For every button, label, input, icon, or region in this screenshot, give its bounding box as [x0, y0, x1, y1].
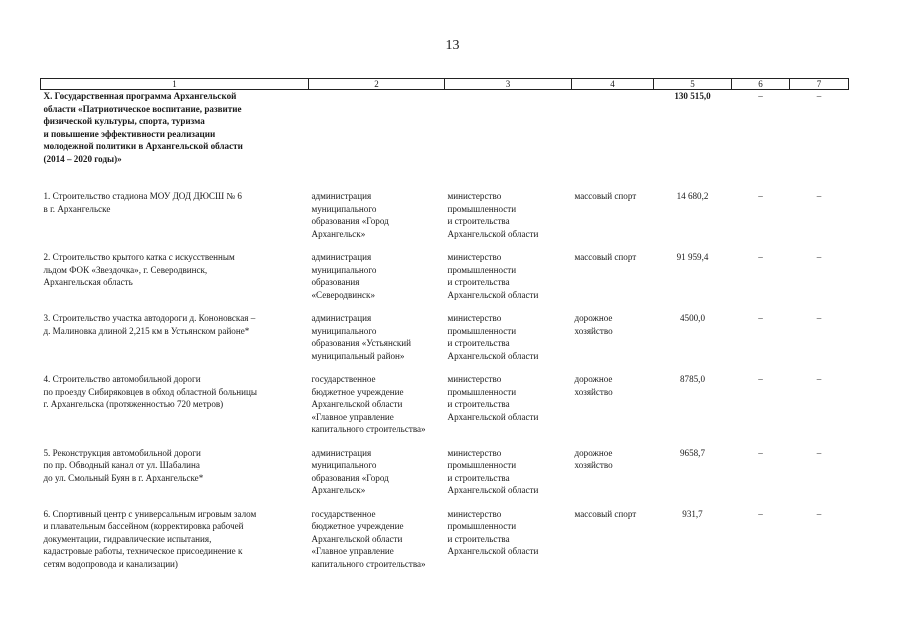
project-name: 2. Строительство крытого катка с искусственным льдом ФОК «Звездочка», г. Северодвинск, Архангельская область — [43, 252, 235, 287]
project-sector: дорожное хозяйство — [574, 447, 613, 470]
section-title: X. Государственная программа Архангельской области «Патриотическое воспитание, развитие физической культуры, спорта, туризма и повышение эффективности реализации молодежной политики в Архангельской области (2014 – 2020 годы)» — [43, 91, 243, 164]
section-empty-2 — [309, 90, 445, 191]
project-ministry: министерство промышленности и строительства Архангельской области — [447, 447, 539, 495]
header-col-1: 1 — [41, 79, 309, 90]
project-name: 1. Строительство стадиона МОУ ДОД ДЮСШ № 6 в г. Архангельске — [43, 191, 242, 214]
project-ministry: министерство промышленности и строительства Архангельской области — [447, 508, 539, 556]
project-col-6: – — [758, 447, 763, 458]
project-customer: администрация муниципального образования «Северодвинск» — [311, 252, 377, 300]
project-col-6: – — [758, 508, 763, 519]
project-col-7: – — [816, 374, 822, 384]
project-col-7: – — [816, 447, 822, 458]
project-name: 5. Реконструкция автомобильной дороги по пр. Обводный канал от ул. Шабалина до ул. Смольный Буян в г. Архангельске* — [43, 447, 204, 483]
section-col-7: – — [816, 91, 822, 101]
project-sector: дорожное хозяйство — [574, 374, 613, 397]
project-name: 4. Строительство автомобильной дороги по проезду Сибиряковцев в обход областной больницы г. Архангельска (протяженностью 720 метров) — [43, 374, 258, 409]
project-amount: 9658,7 — [679, 447, 705, 458]
project-sector: массовый спорт — [574, 252, 637, 262]
project-amount: 14 680,2 — [676, 191, 709, 201]
project-sector: массовый спорт — [574, 508, 637, 519]
header-col-4: 4 — [572, 79, 654, 90]
project-customer: администрация муниципального образования «Устьянский муниципальный район» — [311, 313, 412, 361]
header-col-7: 7 — [790, 79, 849, 90]
project-sector: массовый спорт — [574, 191, 637, 201]
project-col-6: – — [758, 374, 763, 384]
project-col-6: – — [758, 252, 763, 262]
section-empty-3 — [445, 90, 572, 191]
program-table — [40, 78, 849, 581]
header-col-5: 5 — [654, 79, 732, 90]
header-col-6: 6 — [732, 79, 790, 90]
project-col-6: – — [758, 313, 763, 323]
page-number: 13 — [445, 38, 460, 53]
header-col-3: 3 — [445, 79, 572, 90]
project-ministry: министерство промышленности и строительства Архангельской области — [447, 313, 539, 361]
project-col-7: – — [816, 313, 822, 323]
table-row — [41, 508, 849, 582]
project-sector: дорожное хозяйство — [574, 313, 613, 336]
project-col-7: – — [816, 508, 822, 519]
section-row — [41, 90, 849, 191]
project-amount: 8785,0 — [679, 374, 705, 384]
table-header — [41, 79, 849, 90]
table-row — [41, 251, 849, 312]
section-col-6: – — [758, 91, 763, 101]
project-customer: государственное бюджетное учреждение Архангельской области «Главное управление капитального строительства» — [311, 508, 426, 569]
project-name: 3. Строительство участка автодороги д. Кононовская – д. Малиновка длиной 2,215 км в Устьянском районе* — [43, 313, 256, 336]
project-amount: 91 959,4 — [676, 252, 709, 262]
table-row — [41, 312, 849, 373]
project-amount: 4500,0 — [679, 313, 705, 323]
project-amount: 931,7 — [682, 508, 703, 519]
table-row — [41, 190, 849, 251]
table-row — [41, 373, 849, 447]
header-col-2: 2 — [309, 79, 445, 90]
table-row — [41, 447, 849, 508]
project-customer: государственное бюджетное учреждение Архангельской области «Главное управление капитального строительства» — [311, 374, 426, 434]
section-total: 130 515,0 — [674, 91, 711, 101]
project-name: 6. Спортивный центр с универсальным игровым залом и плавательным бассейном (корректировка рабочей документации, гидравлические испытания, кадастровые работы, техническое присоединение к сетям водопровода и канализации) — [43, 508, 257, 569]
project-col-7: – — [816, 191, 822, 201]
project-ministry: министерство промышленности и строительства Архангельской области — [447, 252, 539, 300]
project-customer: администрация муниципального образования «Город Архангельск» — [311, 191, 389, 239]
project-ministry: министерство промышленности и строительства Архангельской области — [447, 374, 539, 422]
project-col-7: – — [816, 252, 822, 262]
project-customer: администрация муниципального образования «Город Архангельск» — [311, 447, 389, 495]
section-empty-4 — [572, 90, 654, 191]
project-col-6: – — [758, 191, 763, 201]
project-ministry: министерство промышленности и строительства Архангельской области — [447, 191, 539, 239]
